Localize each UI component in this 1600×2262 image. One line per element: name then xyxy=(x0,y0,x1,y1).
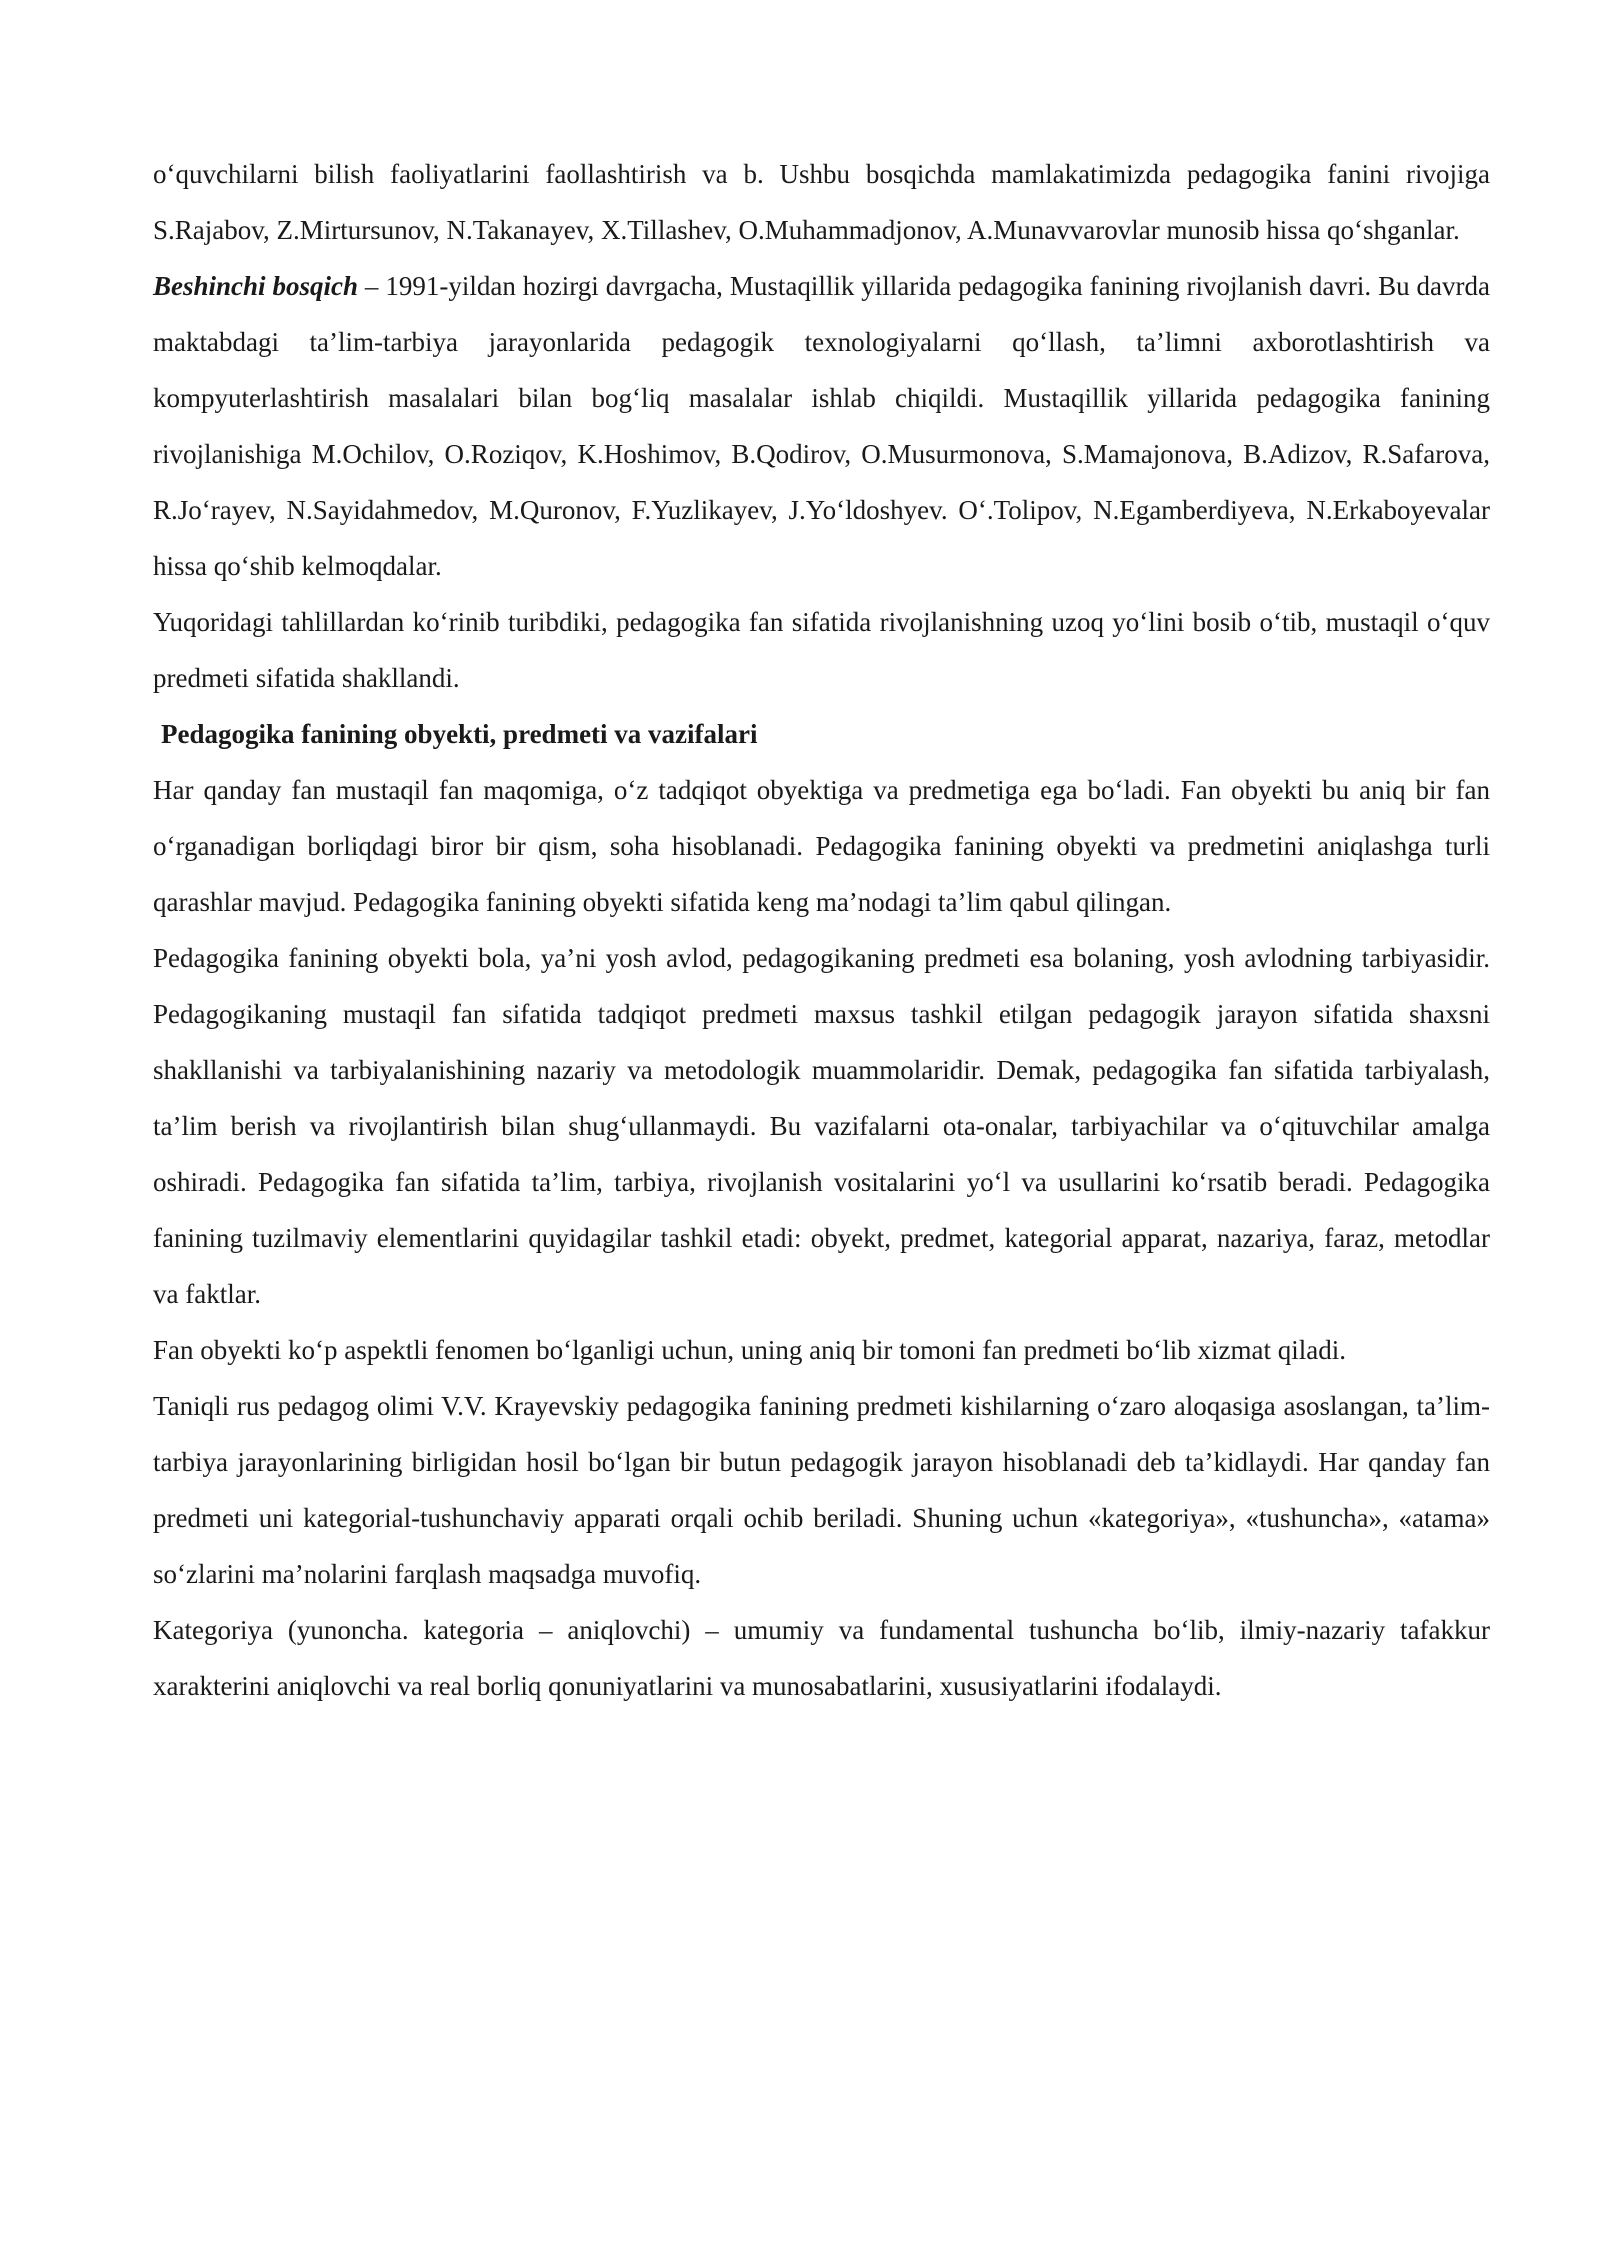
paragraph-stage4-end xyxy=(153,146,1490,258)
paragraph-text: o‘quvchilarni bilish faoliyatlarini faollashtirish va b. Ushbu bosqichda mamlakatimizda pedagogika fanini rivojiga S.Rajabov, Z.Mirtursunov, N.Takanayev, X.Tillashev, O.Muhammadjonov, A.Munavvarovlar munosib hissa qo‘shganlar. xyxy=(153,159,1490,245)
paragraph-conclusion xyxy=(153,594,1490,706)
section-heading: Pedagogika fanining obyekti, predmeti va vazifalari xyxy=(161,719,758,749)
paragraph-text: – 1991-yildan hozirgi davrgacha, Mustaqillik yillarida pedagogika fanining rivojlanish davri. Bu davrda maktabdagi ta’lim-tarbiya jarayonlarida pedagogik texnologiyalarni qo‘llash, ta’limni axborotlashtirish va kompyuterlashtirish masalalari bilan bog‘liq masalalar ishlab chiqildi. Mustaqillik yillarida pedagogika fanining rivojlanishiga M.Ochilov, O.Roziqov, K.Hoshimov, B.Qodirov, O.Musurmonova, S.Mamajonova, B.Adizov, R.Safarova, R.Jo‘rayev, N.Sayidahmedov, M.Quronov, F.Yuzlikayev, J.Yo‘ldoshyev. O‘.Tolipov, N.Egamberdiyeva, N.Erkaboyevalar hissa qo‘shib kelmoqdalar. xyxy=(153,271,1490,581)
paragraph-stage5 xyxy=(153,258,1490,594)
paragraph-text: Kategoriya (yunoncha. kategoria – aniqlovchi) – umumiy va fundamental tushuncha bo‘lib, ilmiy-nazariy tafakkur xarakterini aniqlovchi va real borliq qonuniyatlarini va munosabatlarini, xususiyatlarini ifodalaydi. xyxy=(153,1615,1490,1701)
paragraph-text: Har qanday fan mustaqil fan maqomiga, o‘z tadqiqot obyektiga va predmetiga ega bo‘ladi. Fan obyekti bu aniq bir fan o‘rganadigan borliqdagi biror bir qism, soha hisoblanadi. Pedagogika fanining obyekti va predmetini aniqlashga turli qarashlar mavjud. Pedagogika fanining obyekti sifatida keng ma’nodagi ta’lim qabul qilingan. xyxy=(153,775,1490,917)
paragraph-object-subject xyxy=(153,930,1490,1322)
document-page xyxy=(153,146,1490,1714)
paragraph-text: Taniqli rus pedagog olimi V.V. Krayevskiy pedagogika fanining predmeti kishilarning o‘zaro aloqasiga asoslangan, ta’lim-tarbiya jarayonlarining birligidan hosil bo‘lgan bir butun pedagogik jarayon hisoblanadi deb ta’kidlaydi. Har qanday fan predmeti uni kategorial-tushunchaviy apparati orqali ochib beriladi. Shuning uchun «kategoriya», «tushuncha», «atama» so‘zlarini ma’nolarini farqlash maqsadga muvofiq. xyxy=(153,1391,1490,1589)
paragraph-text: Yuqoridagi tahlillardan ko‘rinib turibdiki, pedagogika fan sifatida rivojlanishning uzoq yo‘lini bosib o‘tib, mustaqil o‘quv predmeti sifatida shakllandi. xyxy=(153,607,1490,693)
paragraph-category xyxy=(153,1602,1490,1714)
paragraph-object xyxy=(153,762,1490,930)
paragraph-multiaspect xyxy=(153,1322,1490,1378)
paragraph-text: Pedagogika fanining obyekti bola, ya’ni yosh avlod, pedagogikaning predmeti esa bolaning, yosh avlodning tarbiyasidir. Pedagogikaning mustaqil fan sifatida tadqiqot predmeti maxsus tashkil etilgan pedagogik jarayon sifatida shaxsni shakllanishi va tarbiyalanishining nazariy va metodologik muammolaridir. Demak, pedagogika fan sifatida tarbiyalash, ta’lim berish va rivojlantirish bilan shug‘ullanmaydi. Bu vazifalarni ota-onalar, tarbiyachilar va o‘qituvchilar amalga oshiradi. Pedagogika fan sifatida ta’lim, tarbiya, rivojlanish vositalarini yo‘l va usullarini ko‘rsatib beradi. Pedagogika fanining tuzilmaviy elementlarini quyidagilar tashkil etadi: obyekt, predmet, kategorial apparat, nazariya, faraz, metodlar va faktlar. xyxy=(153,943,1490,1309)
paragraph-lead: Beshinchi bosqich xyxy=(153,271,358,301)
paragraph-krayevskiy xyxy=(153,1378,1490,1602)
paragraph-text: Fan obyekti ko‘p aspektli fenomen bo‘lganligi uchun, uning aniq bir tomoni fan predmeti bo‘lib xizmat qiladi. xyxy=(153,1335,1347,1365)
